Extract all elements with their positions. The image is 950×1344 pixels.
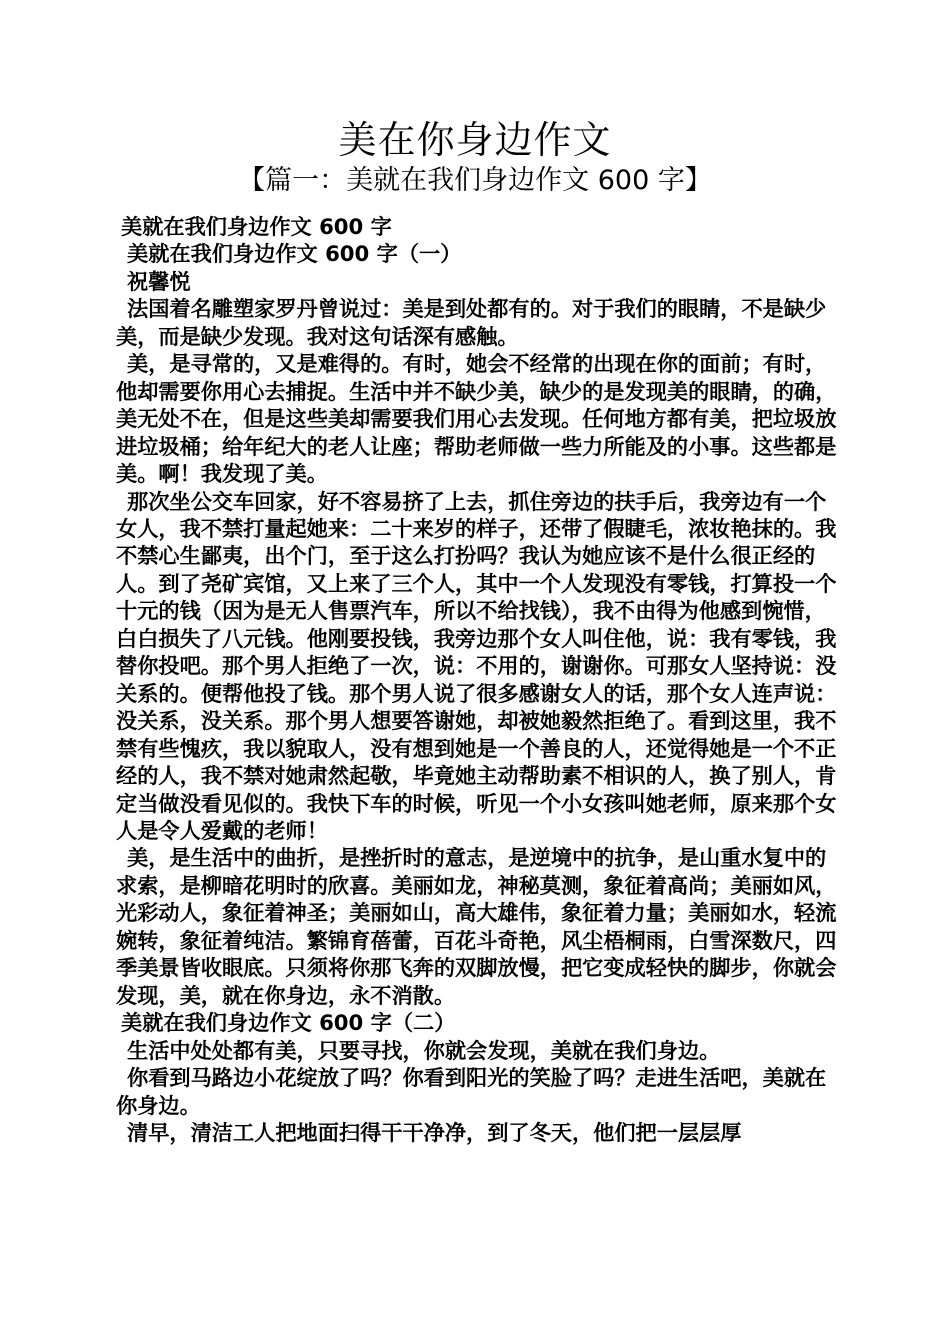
section-heading-part-2: 美就在我们身边作文 600 字（二） (121, 1010, 456, 1036)
section-heading-main: 美就在我们身边作文 600 字 (121, 214, 392, 239)
paragraph: 那次坐公交车回家，好不容易挤了上去，抓住旁边的扶手后，我旁边有一个女人，我不禁打量起她来：二十来岁的样子，还带了假睫毛，浓妆艳抹的。我不禁心生鄙夷，出个门，至于这么打扮吗？我认为她应该不是什么很正经的人。到了尧矿宾馆，又上来了三个人，其中一个人发现没有零钱，打算投一个十元的钱（因为是无人售票汽车，所以不给找钱），我不由得为他感到惋惜，白白损失了八元钱。他刚要投钱，我旁边那个女人叫住他，说：我有零钱，我替你投吧。那个男人拒绝了一次，说：不用的，谢谢你。可那女人坚持说：没关系的。便帮他投了钱。那个男人说了很多感谢女人的话，那个女人连声说：没关系，没关系。那个男人想要答谢她，却被她毅然拒绝了。看到这里，我不禁有些愧疚，我以貌取人，没有想到她是一个善良的人，还觉得她是一个不正经的人，我不禁对她肃然起敬，毕竟她主动帮助素不相识的人，换了别人，肯定当做没看见似的。我快下车的时候，听见一个小女孩叫她老师，原来那个女人是令人爱戴的老师！ (116, 488, 837, 843)
document-title: 美在你身边作文 (338, 118, 612, 162)
document-subtitle: 【篇一：美就在我们身边作文 600 字】 (238, 165, 712, 196)
document-body (116, 213, 844, 1146)
paragraph: 清早，清洁工人把地面扫得干干净净，到了冬天，他们把一层层厚 (127, 1119, 742, 1145)
paragraph: 美，是生活中的曲折，是挫折时的意志，是逆境中的抗争，是山重水复中的求索，是柳暗花明时的欣喜。美丽如龙，神秘莫测，象征着高尚；美丽如风，光彩动人，象征着神圣；美丽如山，高大雄伟，象征着力量；美丽如水，轻流婉转，象征着纯洁。繁锦育蓓蕾，百花斗奇艳，风尘梧桐雨，白雪深数尺，四季美景皆收眼底。只须将你那飞奔的双脚放慢，把它变成轻快的脚步，你就会发现，美，就在你身边，永不消散。 (116, 845, 837, 1008)
paragraph: 你看到马路边小花绽放了吗？你看到阳光的笑脸了吗？走进生活吧，美就在你身边。 (116, 1065, 827, 1118)
section-heading-part-1: 美就在我们身边作文 600 字（一） (127, 241, 462, 267)
paragraph: 法国着名雕塑家罗丹曾说过：美是到处都有的。对于我们的眼睛，不是缺少美，而是缺少发现。我对这句话深有感触。 (116, 296, 827, 349)
author-name: 祝馨悦 (127, 268, 191, 294)
paragraph: 美，是寻常的，又是难得的。有时，她会不经常的出现在你的面前；有时，他却需要你用心去捕捉。生活中并不缺少美，缺少的是发现美的眼睛，的确，美无处不在，但是这些美却需要我们用心去发现。任何地方都有美，把垃圾放进垃圾桶；给年纪大的老人让座；帮助老师做一些力所能及的小事。这些都是美。啊！我发现了美。 (116, 351, 837, 487)
paragraph: 生活中处处都有美，只要寻找，你就会发现，美就在我们身边。 (127, 1037, 721, 1063)
